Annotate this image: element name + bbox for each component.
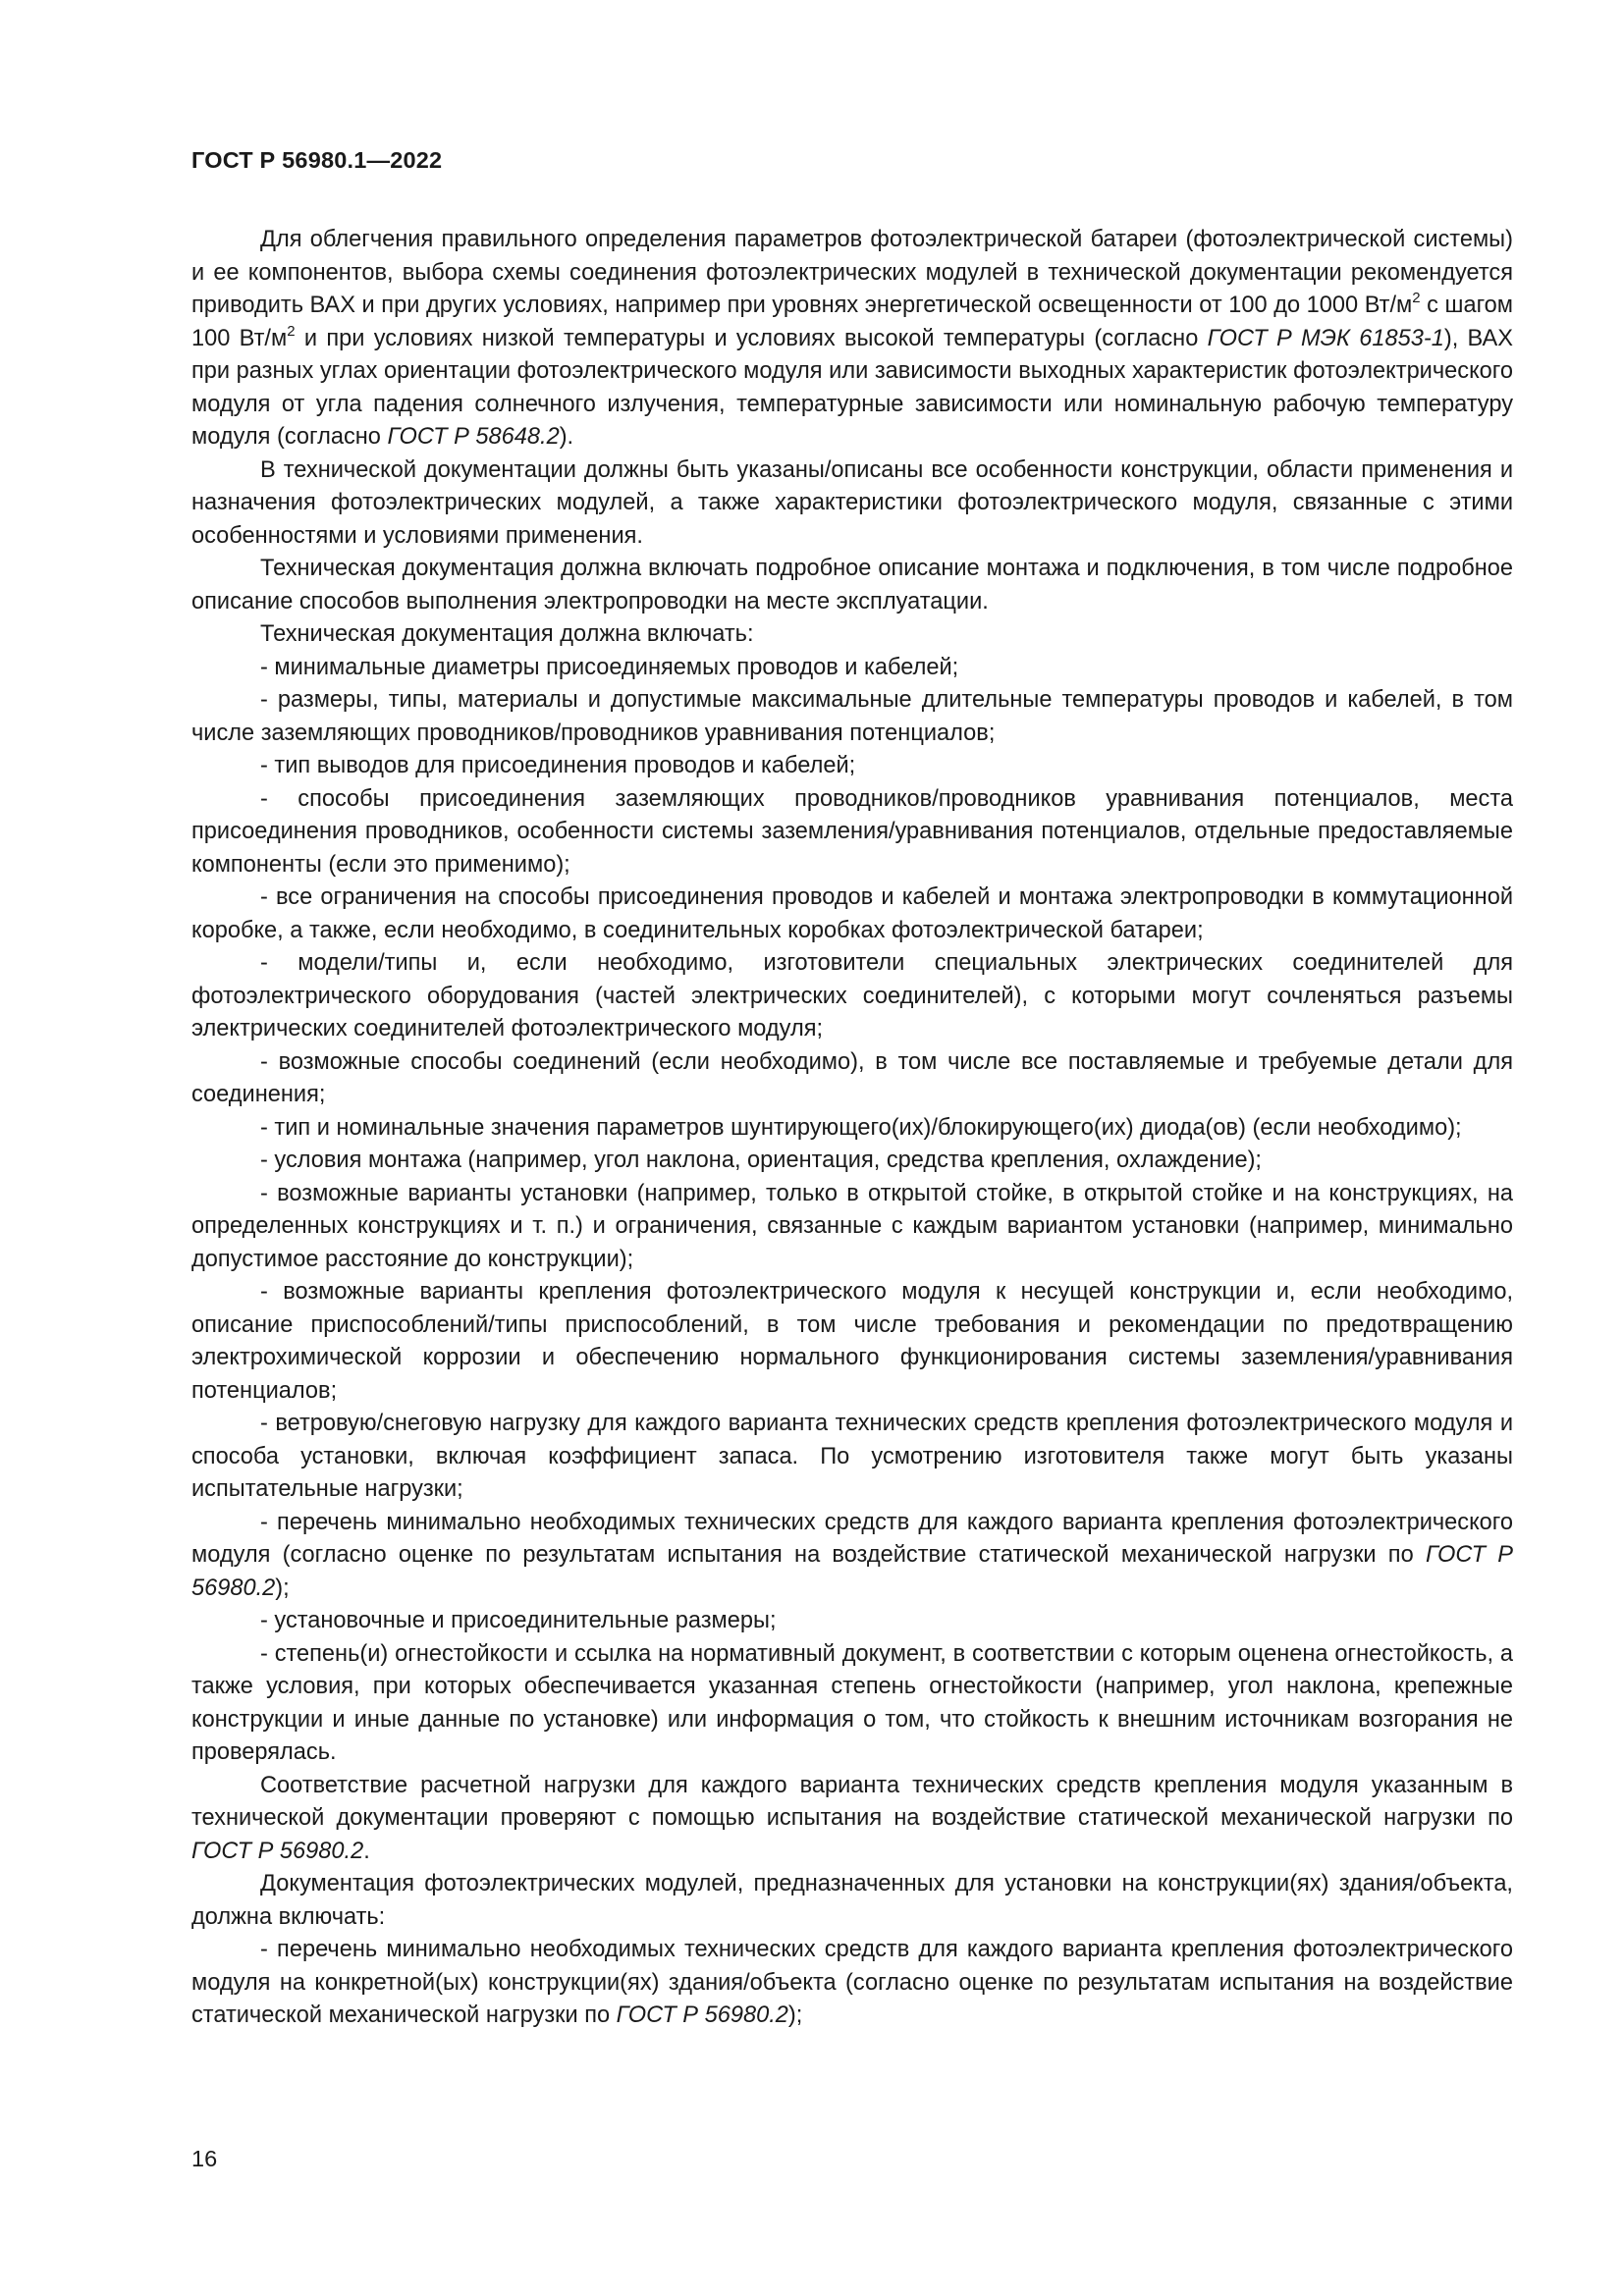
standard-reference: ГОСТ Р 56980.2 [191,1542,1513,1601]
document-header: ГОСТ Р 56980.1—2022 [191,147,443,173]
list-item: - тип и номинальные значения параметров шунтирующего(их)/блокирующего(их) диода(ов) (если необходимо); [260,1114,1462,1141]
list-item: - возможные варианты установки (например, только в открытой стойке, в открытой стойке и на конструкциях, на определенных конструкциях и т. п.) и ограничения, связанные с каждым вариантом установки (например, минимально допустимое расстояние до конструкции); [191,1180,1513,1272]
paragraph: В технической документации должны быть указаны/описаны все особенности конструкции, области применения и назначения фотоэлектрических модулей, а также характеристики фотоэлектрического модуля, связанные с этими особенностями и условиями применения. [191,456,1513,549]
list-item: - способы присоединения заземляющих проводников/проводников уравнивания потенциалов, места присоединения проводников, особенности системы заземления/уравнивания потенциалов, отдельные предоставляемые компоненты (если это применимо); [191,785,1513,878]
standard-reference: ГОСТ Р 56980.2 [616,2002,788,2028]
list-item: - установочные и присоединительные размеры; [260,1608,777,1633]
standard-reference: ГОСТ Р 56980.2 [191,1838,364,1864]
list-item: - возможные способы соединений (если необходимо), в том числе все поставляемые и требуемые детали для соединения; [191,1048,1513,1107]
list-item: - степень(и) огнестойкости и ссылка на нормативный документ, в соответствии с которым оценена огнестойкость, а также условия, при которых обеспечивается указанная степень огнестойкости (например, угол наклона, крепежные конструкции и иные данные по установке) или информация о том, что стойкость к внешним источникам возгорания не проверялась. [191,1640,1513,1765]
paragraph: Документация фотоэлектрических модулей, предназначенных для установки на конструкции(ях) здания/объекта, должна включать: [191,1871,1513,1930]
list-item: - перечень минимально необходимых технических средств для каждого варианта крепления фотоэлектрического модуля на конкретной(ых) конструкции(ях) здания/объекта (согласно оценке по результатам испытания на воздействие статической механической нагрузки по ГОСТ Р 56980.2); [191,1937,1513,2028]
list-item: - ветровую/снеговую нагрузку для каждого варианта технических средств крепления фотоэлектрического модуля и способа установки, включая коэффициент запаса. По усмотрению изготовителя также могут быть указаны испытательные нагрузки; [191,1411,1513,1502]
list-item: - условия монтажа (например, угол наклона, ориентация, средства крепления, охлаждение); [260,1148,1262,1173]
list-item: - размеры, типы, материалы и допустимые максимальные длительные температуры проводов и кабелей, в том числе заземляющих проводников/проводников уравнивания потенциалов; [191,687,1513,746]
paragraph: Техническая документация должна включать подробное описание монтажа и подключения, в том числе подробное описание способов выполнения электропроводки на месте эксплуатации. [191,556,1513,614]
list-item: - возможные варианты крепления фотоэлектрического модуля к несущей конструкции и, если необходимо, описание приспособлений/типы приспособлений, в том числе требования и рекомендации по предотвращению электрохимической коррозии и обеспечению нормального функционирования системы заземления/уравнивания потенциалов; [191,1279,1513,1404]
standard-reference: ГОСТ Р 58648.2 [387,424,560,450]
standard-reference: ГОСТ Р МЭК 61853-1 [1207,325,1444,351]
document-body [191,224,1513,2033]
list-item: - минимальные диаметры присоединяемых проводов и кабелей; [260,654,959,680]
paragraph: Техническая документация должна включать: [260,621,754,647]
list-item: - все ограничения на способы присоединения проводов и кабелей и монтажа электропроводки в коммутационной коробке, а также, если необходимо, в соединительных коробках фотоэлектрической батареи; [191,884,1513,943]
list-item: - модели/типы и, если необходимо, изготовители специальных электрических соединителей для фотоэлектрического оборудования (частей электрических соединителей), с которыми могут сочленяться разъемы электрических соединителей фотоэлектрического модуля; [191,950,1513,1041]
paragraph-vax-conditions: Для облегчения правильного определения параметров фотоэлектрической батареи (фотоэлектрической системы) и ее компонентов, выбора схемы соединения фотоэлектрических модулей в технической документации рекомендуется приводить ВАХ и при других условиях, например при уровнях энергетической освещенности от 100 до 1000 $Вт/м^2$ с шагом 100 $Вт/м^2$ и при условиях низкой температуры и условиях высокой температуры (согласно ГОСТ Р МЭК 61853-1), ВАХ при разных углах ориентации фотоэлектрического модуля или зависимости выходных характеристик фотоэлектрического модуля от угла падения солнечного излучения, температурные зависимости или номинальную рабочую температуру модуля (согласно ГОСТ Р 58648.2). [191,227,1514,450]
paragraph: Соответствие расчетной нагрузки для каждого варианта технических средств крепления модуля указанным в технической документации проверяют с помощью испытания на воздействие статической механической нагрузки по ГОСТ Р 56980.2. [191,1772,1513,1864]
list-item: - тип выводов для присоединения проводов и кабелей; [260,753,856,778]
list-item: - перечень минимально необходимых технических средств для каждого варианта крепления фотоэлектрического модуля (согласно оценке по результатам испытания на воздействие статической механической нагрузки по ГОСТ Р 56980.2); [191,1509,1513,1601]
page-number: 16 [191,2146,218,2171]
